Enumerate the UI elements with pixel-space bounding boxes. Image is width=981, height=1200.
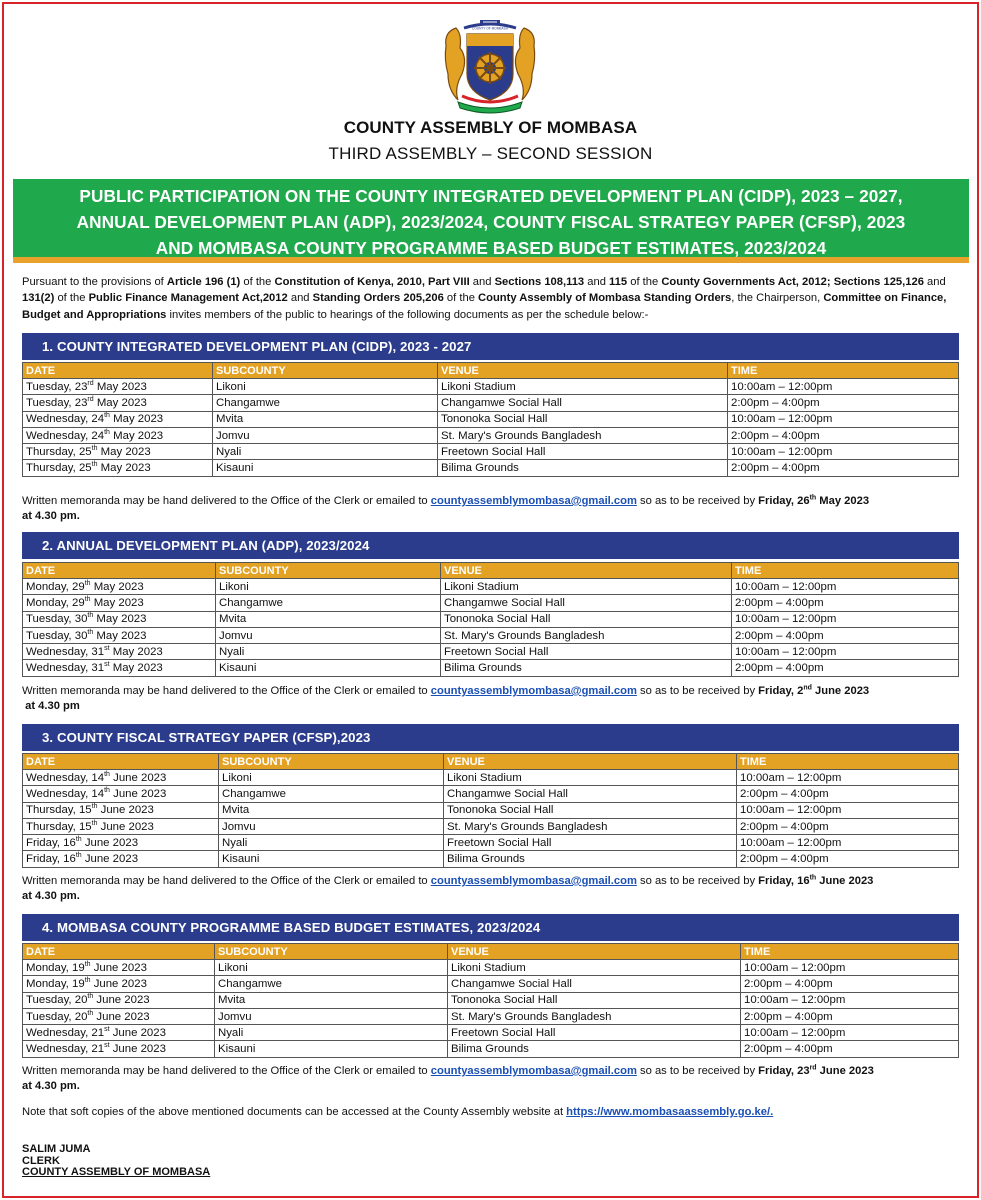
- col-time: TIME: [728, 363, 959, 379]
- schedule-table-cfsp: [22, 753, 959, 868]
- col-date: DATE: [23, 363, 213, 379]
- table-header-row: DATE SUBCOUNTY VENUE TIME: [23, 563, 959, 579]
- signatory-name: SALIM JUMA: [22, 1143, 91, 1155]
- email-link[interactable]: countyassemblymombasa@gmail.com: [430, 685, 637, 697]
- table-row: Thursday, 25th May 2023 Nyali Freetown Social Hall 10:00am – 12:00pm: [23, 444, 959, 460]
- email-link[interactable]: countyassemblymombasa@gmail.com: [430, 495, 637, 507]
- table-row: Wednesday, 21st June 2023 Kisauni Bilima Grounds 2:00pm – 4:00pm: [23, 1041, 959, 1057]
- table-row: Wednesday, 31st May 2023 Nyali Freetown Social Hall 10:00am – 12:00pm: [23, 644, 959, 660]
- intro-paragraph: Pursuant to the provisions of Article 196 (1) of the Constitution of Kenya, 2010, Part VIII and Sections 108,113 and 115 of the County Governments Act, 2012; Sections 125,126 and 131(2) of the Public Finance Management Act,2012 and Standing Orders 205,206 of the County Assembly of Mombasa Standing Orders, the Chairperson, Committee on Finance, Budget and Appropriations invites members of the public to hearings of the following documents as per the schedule below:-: [22, 276, 947, 321]
- table-row: Wednesday, 14th June 2023 Likoni Likoni Stadium 10:00am – 12:00pm: [23, 770, 959, 786]
- table-row: Wednesday, 14th June 2023 Changamwe Changamwe Social Hall 2:00pm – 4:00pm: [23, 786, 959, 802]
- banner-line-3: AND MOMBASA COUNTY PROGRAMME BASED BUDGET ESTIMATES, 2023/2024: [155, 238, 827, 258]
- signatory-org: COUNTY ASSEMBLY OF MOMBASA: [22, 1166, 211, 1178]
- section-title-adp: 2. ANNUAL DEVELOPMENT PLAN (ADP), 2023/2024: [22, 532, 959, 559]
- table-row: Thursday, 15th June 2023 Jomvu St. Mary's Grounds Bangladesh 2:00pm – 4:00pm: [23, 818, 959, 834]
- email-link[interactable]: countyassemblymombasa@gmail.com: [430, 1065, 637, 1077]
- org-title: COUNTY ASSEMBLY OF MOMBASA: [343, 118, 638, 137]
- schedule-table-cidp: [22, 362, 959, 477]
- table-header-row: DATE SUBCOUNTY VENUE TIME: [23, 944, 959, 960]
- table-row: Wednesday, 21st June 2023 Nyali Freetown Social Hall 10:00am – 12:00pm: [23, 1025, 959, 1041]
- table-row: Thursday, 15th June 2023 Mvita Tononoka Social Hall 10:00am – 12:00pm: [23, 802, 959, 818]
- table-row: Monday, 19th June 2023 Changamwe Changamwe Social Hall 2:00pm – 4:00pm: [23, 976, 959, 992]
- table-row: Friday, 16th June 2023 Kisauni Bilima Grounds 2:00pm – 4:00pm: [23, 851, 959, 867]
- table-row: Monday, 29th May 2023 Changamwe Changamwe Social Hall 2:00pm – 4:00pm: [23, 595, 959, 611]
- county-coat-of-arms-icon: [440, 18, 540, 114]
- table-row: Tuesday, 20th June 2023 Mvita Tononoka Social Hall 10:00am – 12:00pm: [23, 992, 959, 1008]
- website-link[interactable]: https://www.mombasaassembly.go.ke/.: [566, 1106, 774, 1118]
- banner-line-1: PUBLIC PARTICIPATION ON THE COUNTY INTEGRATED DEVELOPMENT PLAN (CIDP), 2023 – 2027,: [79, 186, 903, 206]
- website-note: Note that soft copies of the above mentioned documents can be accessed at the County Assembly website at https://www.mombasaassembly.go.ke/.: [22, 1106, 774, 1118]
- table-row: Tuesday, 30th May 2023 Mvita Tononoka Social Hall 10:00am – 12:00pm: [23, 611, 959, 627]
- table-row: Wednesday, 24th May 2023 Jomvu St. Mary's Grounds Bangladesh 2:00pm – 4:00pm: [23, 427, 959, 443]
- schedule-table-adp: [22, 562, 959, 677]
- table-row: Monday, 19th June 2023 Likoni Likoni Stadium 10:00am – 12:00pm: [23, 960, 959, 976]
- memo-cfsp: Written memoranda may be hand delivered to the Office of the Clerk or emailed to countyassemblymombasa@gmail.com so as to be received by Friday, 16th June 2023 at 4.30 pm.: [22, 874, 874, 902]
- table-row: Wednesday, 24th May 2023 Mvita Tononoka Social Hall 10:00am – 12:00pm: [23, 411, 959, 427]
- table-header-row: DATE SUBCOUNTY VENUE TIME: [23, 754, 959, 770]
- section-title-cidp: 1. COUNTY INTEGRATED DEVELOPMENT PLAN (CIDP), 2023 - 2027: [22, 333, 959, 360]
- memo-adp: Written memoranda may be hand delivered to the Office of the Clerk or emailed to countyassemblymombasa@gmail.com so as to be received by Friday, 2nd June 2023 at 4.30 pm: [22, 684, 870, 712]
- signature-block: [22, 1144, 210, 1179]
- crest-text: COUNTY OF MOMBASA: [472, 26, 508, 31]
- section-title-cfsp: 3. COUNTY FISCAL STRATEGY PAPER (CFSP),2023: [22, 724, 959, 751]
- table-row: Tuesday, 20th June 2023 Jomvu St. Mary's Grounds Bangladesh 2:00pm – 4:00pm: [23, 1008, 959, 1024]
- schedule-table-budget: [22, 943, 959, 1058]
- signatory-role: CLERK: [22, 1154, 60, 1167]
- table-row: Tuesday, 23rd May 2023 Changamwe Changamwe Social Hall 2:00pm – 4:00pm: [23, 395, 959, 411]
- col-venue: VENUE: [438, 363, 728, 379]
- table-header-row: [23, 363, 959, 379]
- banner-line-2: ANNUAL DEVELOPMENT PLAN (ADP), 2023/2024, COUNTY FISCAL STRATEGY PAPER (CFSP), 2023: [76, 212, 906, 232]
- table-row: Tuesday, 30th May 2023 Jomvu St. Mary's Grounds Bangladesh 2:00pm – 4:00pm: [23, 627, 959, 643]
- col-subcounty: SUBCOUNTY: [213, 363, 438, 379]
- table-row: Tuesday, 23rd May 2023 Likoni Likoni Stadium 10:00am – 12:00pm: [23, 379, 959, 395]
- section-title-budget: 4. MOMBASA COUNTY PROGRAMME BASED BUDGET ESTIMATES, 2023/2024: [22, 914, 959, 941]
- memo-cidp: Written memoranda may be hand delivered to the Office of the Clerk or emailed to countyassemblymombasa@gmail.com so as to be received by Friday, 26th May 2023 at 4.30 pm.: [22, 494, 870, 522]
- title-banner: [13, 179, 969, 263]
- table-row: Wednesday, 31st May 2023 Kisauni Bilima Grounds 2:00pm – 4:00pm: [23, 660, 959, 676]
- table-row: Thursday, 25th May 2023 Kisauni Bilima Grounds 2:00pm – 4:00pm: [23, 460, 959, 476]
- memo-budget: Written memoranda may be hand delivered to the Office of the Clerk or emailed to countyassemblymombasa@gmail.com so as to be received by Friday, 23rd June 2023 at 4.30 pm.: [22, 1064, 874, 1092]
- session-subtitle: THIRD ASSEMBLY – SECOND SESSION: [328, 144, 653, 163]
- email-link[interactable]: countyassemblymombasa@gmail.com: [430, 875, 637, 887]
- table-row: Friday, 16th June 2023 Nyali Freetown Social Hall 10:00am – 12:00pm: [23, 835, 959, 851]
- table-row: Monday, 29th May 2023 Likoni Likoni Stadium 10:00am – 12:00pm: [23, 579, 959, 595]
